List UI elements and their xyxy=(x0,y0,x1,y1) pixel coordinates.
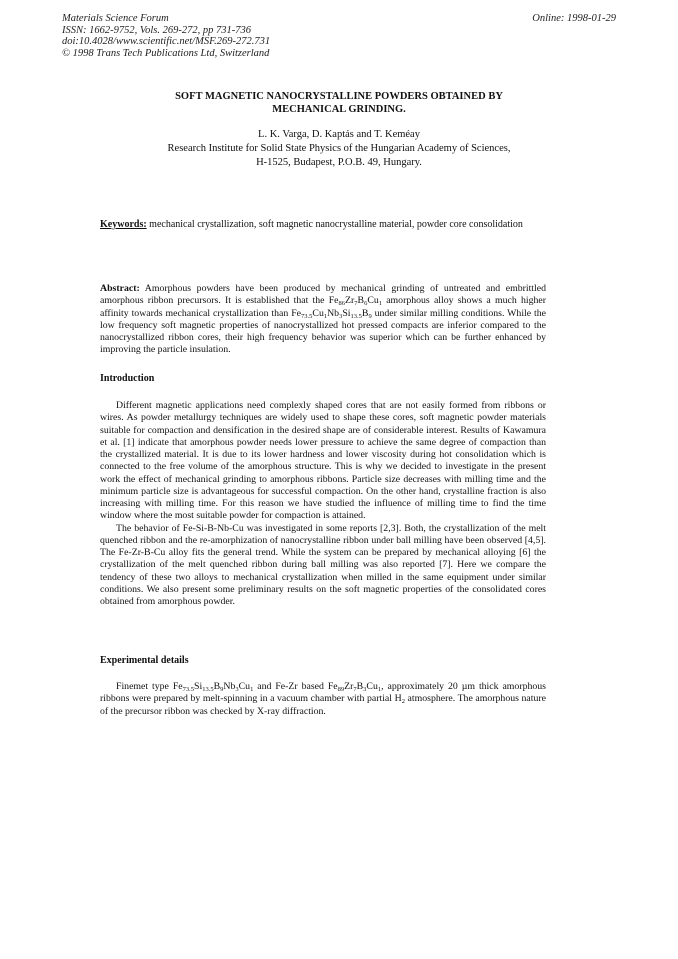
author-names: L. K. Varga, D. Kaptás and T. Keméay xyxy=(258,129,420,140)
abstract-label: Abstract: xyxy=(100,283,140,294)
journal-header xyxy=(62,13,270,59)
keywords-text: mechanical crystallization, soft magnetic nanocrystalline material, powder core consolidation xyxy=(149,219,523,230)
alloy-formula: $Fe_{89}Zr_7B_3Cu_1$ xyxy=(327,681,382,693)
experimental-heading: Experimental details xyxy=(100,655,189,666)
intro-paragraph-1: Different magnetic applications need complexly shaped cores that are not easily formed from ribbons or wires. As powder metallurgy techniques are widely used to shape these cores, soft magnetic powder materials suitable for compaction and densification in the desired shape are of considerable interest. Results of Kawamura et al. [1] indicate that amorphous powder needs lower pressure to achieve the same degree of compaction than the crystallized material. It is due to its lower hardness and lower viscosity during hot consolidation which is connected to the free volume of the amorphous structure. This is why we decided to investigate in the present work the effect of mechanical grinding to amorphous ribbons. Particle size decreases with milling time and the minimum particle size is advantageous for successful compaction. On the other hand, crystalline fraction is also increasing with milling time. For this reason we have studied the influence of milling time to find the time window where the most suitable powder for compaction is attained. xyxy=(100,400,546,522)
intro-paragraph-2: The behavior of Fe-Si-B-Nb-Cu was investigated in some reports [2,3]. Both, the crystallization of the melt quenched ribbon and the re-amorphization of nanocrystalline ribbon under ball milling have been observed [4,5]. The Fe-Zr-B-Cu alloy fits the general trend. While the system can be prepared by mechanical alloying [6] the crystallization of the melt quenched ribbon during ball milling was also reported [7]. Here we compare the tendency of these two alloys to mechanical crystallization when milled in the same equipment under similar conditions. We also present some preliminary results on the soft magnetic properties of the consolidated cores obtained from amorphous powder. xyxy=(100,522,546,607)
exp-text-3: , approximately 20 µm thick amorphous ribbons were prepared by melt-spinning in a vacuum chamber with partial xyxy=(100,681,546,705)
alloy-formula: $Fe_{73.5}Cu_1Nb_3Si_{13.5}B_9$ xyxy=(291,307,372,320)
experimental-body xyxy=(100,681,546,718)
introduction-body xyxy=(100,400,546,608)
title-line-2: MECHANICAL GRINDING. xyxy=(272,103,406,115)
alloy-formula: $Fe_{73.5}Si_{13.5}B_9Nb_3Cu_1$ xyxy=(172,681,254,693)
journal-name: Materials Science Forum xyxy=(62,13,169,24)
exp-text-4: atmosphere. The amorphous nature of the precursor ribbon was checked by X-ray diffraction. xyxy=(100,693,547,717)
gas-formula: $H_2$ xyxy=(394,693,405,706)
affiliation: Research Institute for Solid State Physics of the Hungarian Academy of Sciences, xyxy=(167,143,511,154)
paper-title xyxy=(100,91,578,116)
title-line-1: SOFT MAGNETIC NANOCRYSTALLINE POWDERS OBTAINED BY xyxy=(175,91,503,102)
author-block xyxy=(100,128,578,170)
online-date: Online: 1998-01-29 xyxy=(532,13,616,24)
exp-text-1: Finemet type xyxy=(116,681,169,692)
abstract-text-2: amorphous alloy shows a much higher affinity towards mechanical crystallization than xyxy=(100,295,546,319)
abstract xyxy=(100,283,546,357)
issn-line: ISSN: 1662-9752, Vols. 269-272, pp 731-736 xyxy=(62,24,251,36)
keywords-label: Keywords: xyxy=(100,219,147,230)
abstract-text-1: Amorphous powders have been produced by mechanical grinding of untreated and embrittled amorphous ribbon precursors. It is established that the xyxy=(100,283,546,307)
exp-text-2: and Fe-Zr based xyxy=(257,681,324,692)
keywords xyxy=(100,219,546,231)
introduction-heading: Introduction xyxy=(100,373,155,384)
doi-line: doi:10.4028/www.scientific.net/MSF.269-272.731 xyxy=(62,36,271,48)
alloy-formula: $Fe_{86}Zr_7B_6Cu_1$ xyxy=(328,295,382,308)
abstract-text-3: under similar milling conditions. While the low frequency soft magnetic properties of nanocrystallized hot pressed compacts are inferior compared to the nanocrystallized ribbon cores, their high frequency behavior was superior which can be further enhanced by improving the particle insulation. xyxy=(100,307,547,356)
copyright-line: © 1998 Trans Tech Publications Ltd, Switzerland xyxy=(62,47,270,59)
address: H-1525, Budapest, P.O.B. 49, Hungary. xyxy=(256,157,422,168)
